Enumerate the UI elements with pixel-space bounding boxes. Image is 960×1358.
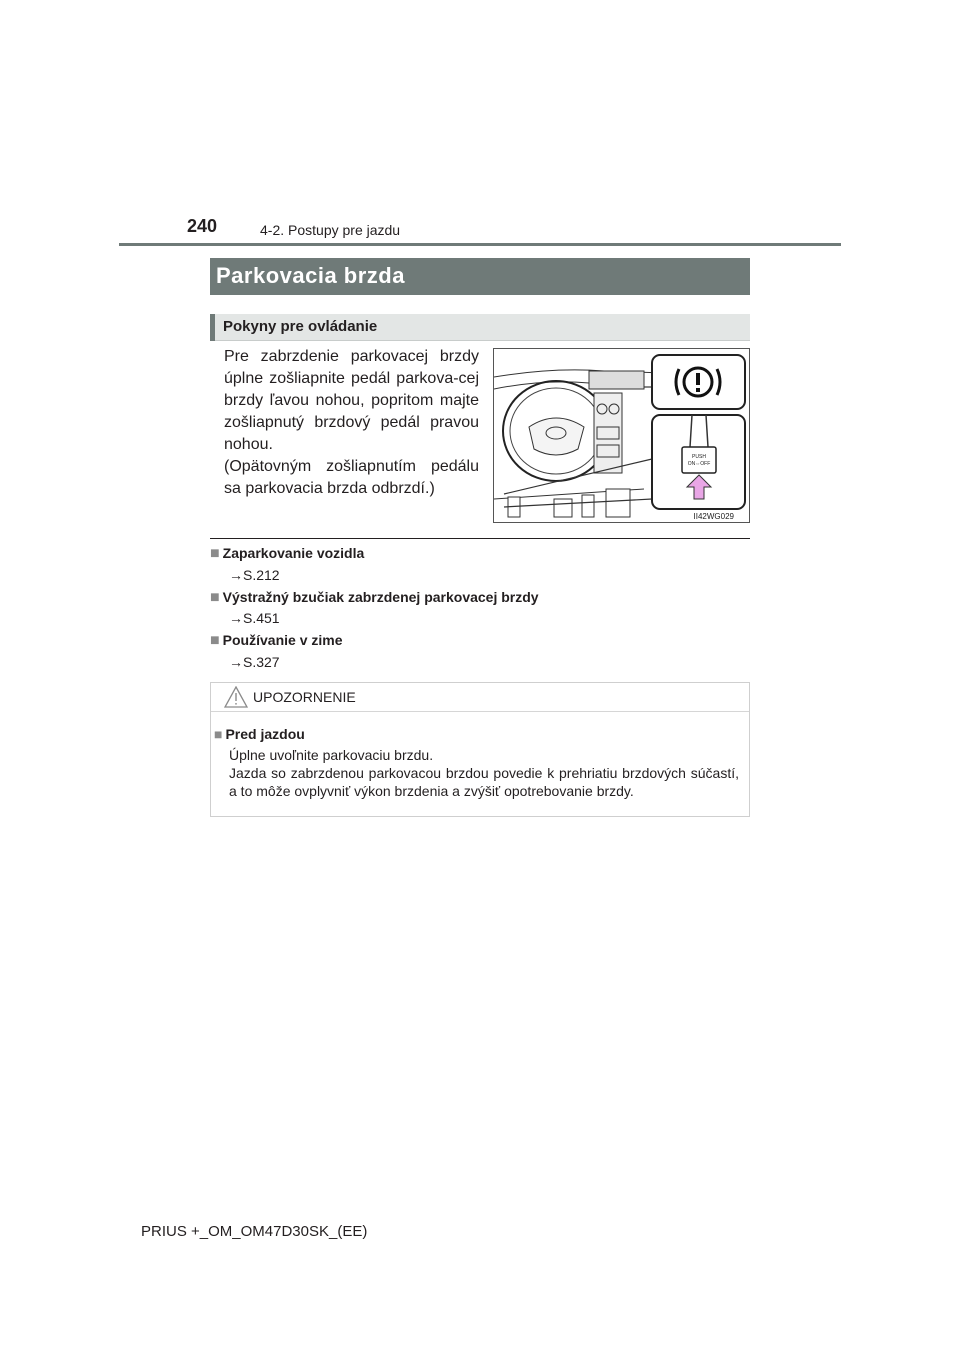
note-title: Používanie v zime [222, 632, 343, 648]
intro-paragraph-release: (Opätovným zošliapnutím pedálu sa parkovacia brzda odbrzdí.) [224, 458, 479, 497]
caution-line: Úplne uvoľnite parkovaciu brzdu. [229, 747, 434, 763]
note-ref[interactable] [229, 567, 280, 583]
caution-line: Jazda so zabrzdenou parkovacou brzdou povedie k prehriatiu brzdových súčastí, a to môže ovplyvniť výkon brzdenia a zvýšiť opotrebovanie brzdy. [229, 765, 739, 799]
ref-arrow-icon: → [229, 654, 243, 670]
note-marker: ■ [210, 589, 220, 606]
caution-title-text: Pred jazdou [225, 726, 305, 742]
subsection-marker [210, 314, 215, 341]
cockpit-drawing [494, 349, 749, 522]
ref-arrow-icon: → [229, 610, 243, 626]
parking-brake-pedal [682, 447, 716, 473]
caution-text [229, 746, 739, 800]
page-number: 240 [187, 216, 218, 236]
note-item [210, 632, 343, 650]
ref-arrow-icon: → [229, 567, 243, 583]
pedal-label-onoff: ON⇔OFF [687, 461, 711, 467]
ref-page: S.212 [243, 567, 280, 583]
note-item [210, 545, 364, 563]
section-divider [210, 538, 750, 539]
illustration-code: II42WG029 [693, 512, 734, 521]
caution-title [214, 726, 305, 742]
note-ref[interactable] [229, 654, 280, 670]
note-title: Výstražný bzučiak zabrzdenej parkovacej brzdy [222, 589, 539, 605]
note-marker: ■ [210, 632, 220, 649]
intro-paragraph: Pre zabrzdenie parkovacej brzdy úplne zošliapnite pedál parkova-cej brzdy ľavou nohou, popritom majte zošliapnutý brzdový pedál pravou nohou. [224, 348, 479, 453]
header-rule [119, 243, 841, 246]
subsection-title: Pokyny pre ovládanie [223, 318, 378, 335]
ref-page: S.451 [243, 610, 280, 626]
note-item [210, 589, 539, 607]
caution-header-rule [211, 711, 749, 712]
chapter-title: 4-2. Postupy pre jazdu [260, 222, 401, 238]
intro-text [224, 346, 479, 500]
pedal-label-push: PUSH [692, 454, 706, 460]
caution-marker: ■ [214, 726, 223, 742]
section-title: Parkovacia brzda [216, 263, 405, 288]
caution-label: UPOZORNENIE [253, 689, 356, 705]
note-ref[interactable] [229, 610, 280, 626]
note-marker: ■ [210, 545, 220, 562]
note-title: Zaparkovanie vozidla [222, 545, 365, 561]
footer-document-code: PRIUS +_OM_OM47D30SK_(EE) [141, 1223, 368, 1240]
caution-triangle-icon [224, 686, 248, 708]
ref-page: S.327 [243, 654, 280, 670]
parking-brake-illustration [493, 348, 750, 523]
